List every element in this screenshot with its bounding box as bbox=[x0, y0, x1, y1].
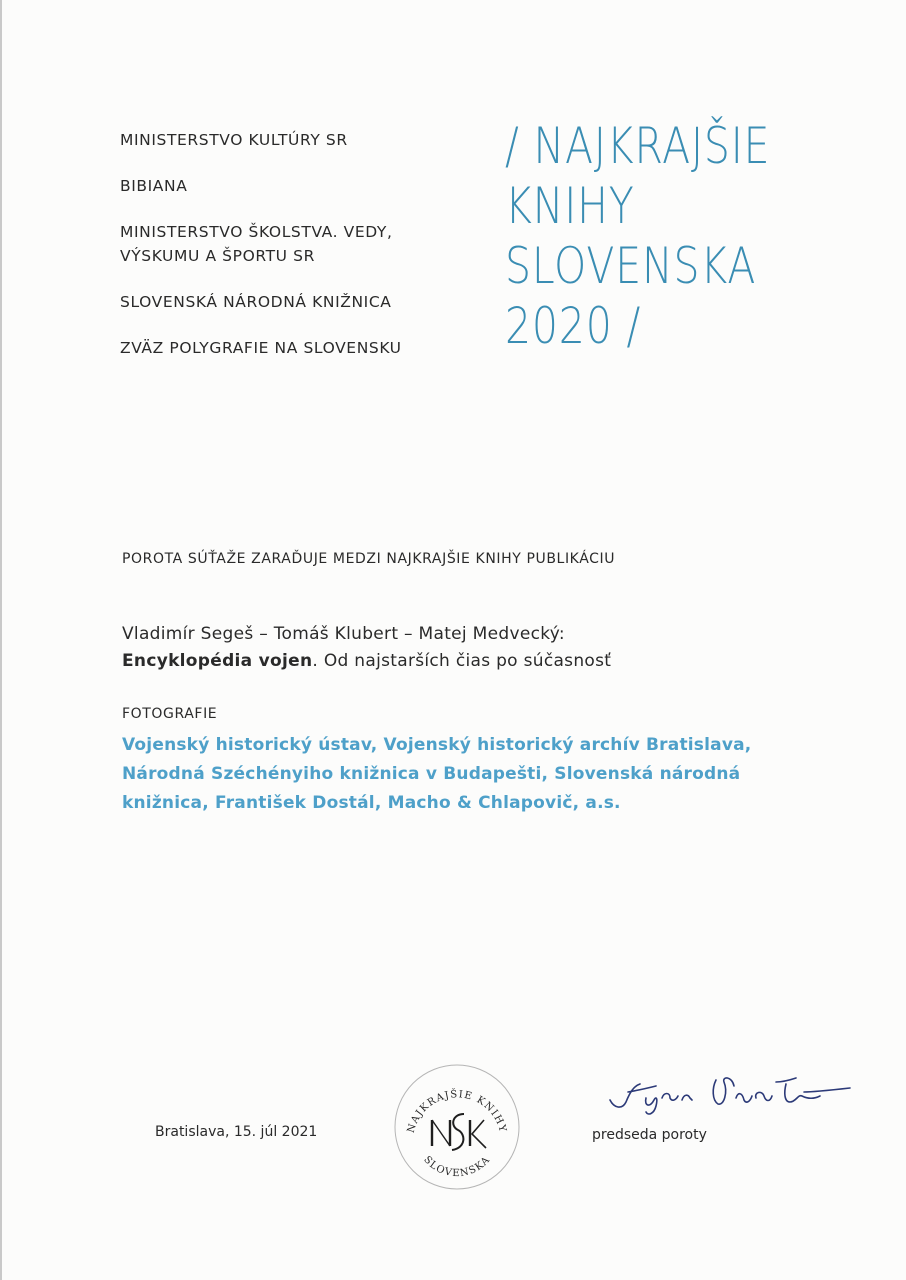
organizer-ministry-education: MINISTERSTVO ŠKOLSTVA. VEDY, VÝSKUMU A ŠPORTU SR bbox=[120, 223, 393, 265]
book-info bbox=[122, 621, 611, 675]
photography-credits: Vojenský historický ústav, Vojenský historický archív Bratislava, Národná Széchényiho knižnica v Budapešti, Slovenská národná knižnica, František Dostál, Macho & Chlapovič, a.s. bbox=[122, 735, 752, 813]
svg-text:NAJKRAJŠIE KNIHY bbox=[406, 1088, 508, 1134]
organizer-bibiana: BIBIANA bbox=[120, 177, 188, 195]
book-title: Encyklopédia vojen bbox=[122, 651, 313, 671]
competition-title bbox=[505, 116, 800, 356]
competition-seal-logo bbox=[392, 1062, 522, 1192]
seal-top-text: NAJKRAJŠIE KNIHY bbox=[405, 1089, 509, 1135]
book-authors: Vladimír Segeš – Tomáš Klubert – Matej Medvecký: bbox=[122, 624, 565, 644]
title-line-1: / NAJKRAJŠIE bbox=[505, 117, 771, 175]
signature-caption: predseda poroty bbox=[592, 1127, 707, 1143]
organizer-ministry-culture: MINISTERSTVO KULTÚRY SR bbox=[120, 131, 348, 149]
svg-text:SLOVENSKA bbox=[421, 1154, 492, 1179]
book-title-line bbox=[122, 648, 611, 675]
seal-bottom-text: SLOVENSKA bbox=[421, 1154, 493, 1180]
place-date: Bratislava, 15. júl 2021 bbox=[155, 1124, 318, 1140]
organizer-polygraphy-union: ZVÄZ POLYGRAFIE NA SLOVENSKU bbox=[120, 339, 402, 357]
chairman-signature bbox=[600, 1062, 860, 1122]
organizer-national-library: SLOVENSKÁ NÁRODNÁ KNIŽNICA bbox=[120, 293, 392, 311]
book-subtitle: . Od najstarších čias po súčasnosť bbox=[312, 651, 612, 671]
seal-monogram bbox=[432, 1114, 486, 1150]
page-edge bbox=[0, 0, 2, 1280]
jury-statement: POROTA SÚŤAŽE ZARAĎUJE MEDZI NAJKRAJŠIE KNIHY PUBLIKÁCIU bbox=[122, 551, 616, 567]
organizers-list bbox=[120, 128, 480, 382]
title-line-3: SLOVENSKA bbox=[505, 237, 757, 295]
title-line-2: KNIHY bbox=[505, 177, 635, 235]
photography-label: FOTOGRAFIE bbox=[122, 706, 218, 722]
title-line-4: 2020 / bbox=[505, 297, 642, 355]
